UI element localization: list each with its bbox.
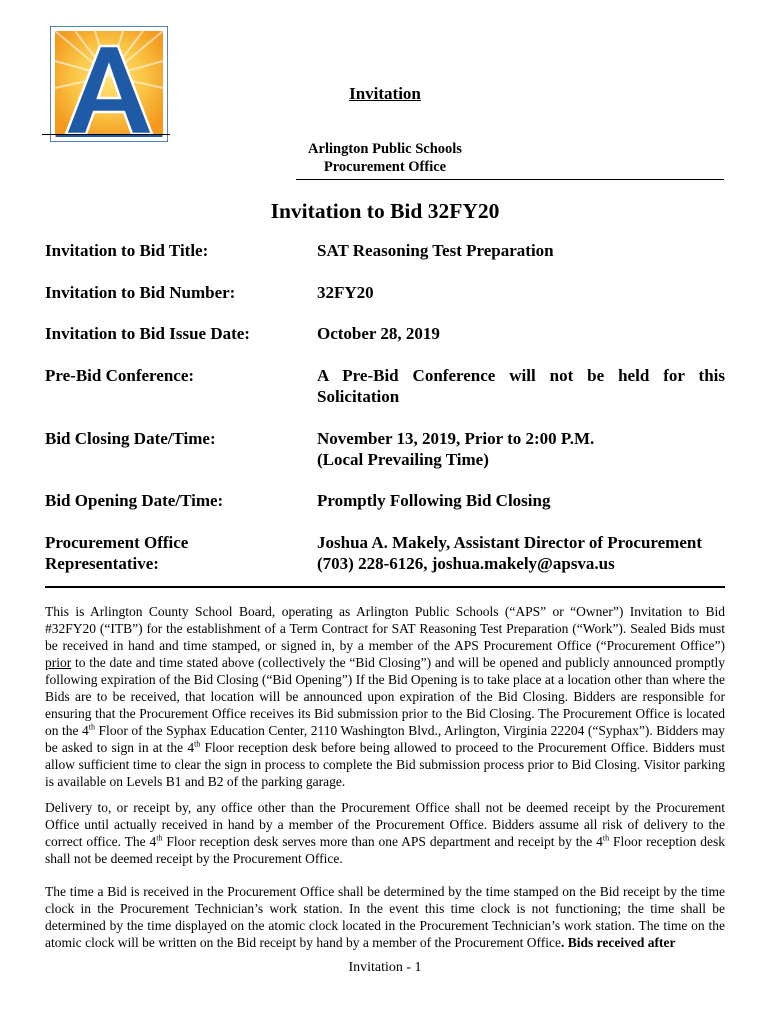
field-value: Promptly Following Bid Closing [317,491,551,510]
field-value: A Pre-Bid Conference will not be held for this Solicitation [317,366,725,406]
invitation-label: Invitation [349,84,421,103]
header-divider [296,179,724,180]
field-label: Procurement Office Representative: [45,533,189,573]
field-label: Bid Closing Date/Time: [45,429,216,448]
page-footer: Invitation - 1 [348,960,422,975]
logo-divider [42,134,170,135]
field-label: Invitation to Bid Issue Date: [45,324,250,343]
organization-name: Arlington Public Schools [308,141,462,157]
paragraph-intro: This is Arlington County School Board, operating as Arlington Public Schools (“APS” or “Owner”) Invitation to Bid #32FY20 (“ITB”) for the establishment of a Term Contract for SAT Reasoning Test Preparation (“Work”). Sealed Bids must be received in hand and time stamped, or signed in, by a member of the APS Procurement Office (“Procurement Office”) prior to the date and time stated above (collectively the “Bid Closing”) and will be opened and publicly announced promptly following expiration of the Bid Closing (“Bid Opening”) If the Bid Opening is to take place at a location other than where the Bids are to be received, that location will be announced upon expiration of the Bid Closing. Bidders are responsible for ensuring that the Procurement Office receives its Bid submission prior to the Bid Closing. The Procurement Office is located on the 4th Floor of the Syphax Education Center, 2110 Washington Blvd., Arlington, Virginia 22204 (“Syphax”). Bidders may be asked to sign in at the 4th Floor reception desk before being allowed to proceed to the Procurement Office. Bidders must allow sufficient time to clear the sign in process to complete the Bid submission process prior to Bid Closing. Visitor parking is available on Levels B1 and B2 of the parking garage. [45,604,725,789]
field-value: 32FY20 [317,283,374,302]
field-label: Bid Opening Date/Time: [45,491,224,510]
paragraph-time-received: The time a Bid is received in the Procurement Office shall be determined by the time stamped on the Bid receipt by the time clock in the Procurement Technician’s work station. In the event this time clock is not functioning; the time shall be determined by the time displayed on the atomic clock located in the Procurement Technician’s work station. The time on the atomic clock will be written on the Bid receipt by hand by a member of the Procurement Office. Bids received after [45,884,725,950]
field-value: Joshua A. Makely, Assistant Director of Procurement (703) 228-6126, joshua.makely@apsva.us [317,533,702,573]
field-value: November 13, 2019, Prior to 2:00 P.M. (Local Prevailing Time) [317,429,595,469]
field-value: October 28, 2019 [317,324,440,343]
field-value: SAT Reasoning Test Preparation [317,241,554,260]
field-label: Invitation to Bid Number: [45,283,236,302]
field-label: Invitation to Bid Title: [45,241,209,260]
paragraph-delivery: Delivery to, or receipt by, any office other than the Procurement Office shall not be deemed receipt by the Procurement Office until actually received in hand by a member of the Procurement Office. Bidders assume all risk of delivery to the correct office. The 4th Floor reception desk serves more than one APS department and receipt by the 4th Floor reception desk shall not be deemed receipt by the Procurement Office. [45,800,726,866]
section-divider [45,586,725,588]
office-name: Procurement Office [323,159,447,175]
document-title: Invitation to Bid 32FY20 [270,199,500,223]
field-label: Pre-Bid Conference: [45,366,195,385]
